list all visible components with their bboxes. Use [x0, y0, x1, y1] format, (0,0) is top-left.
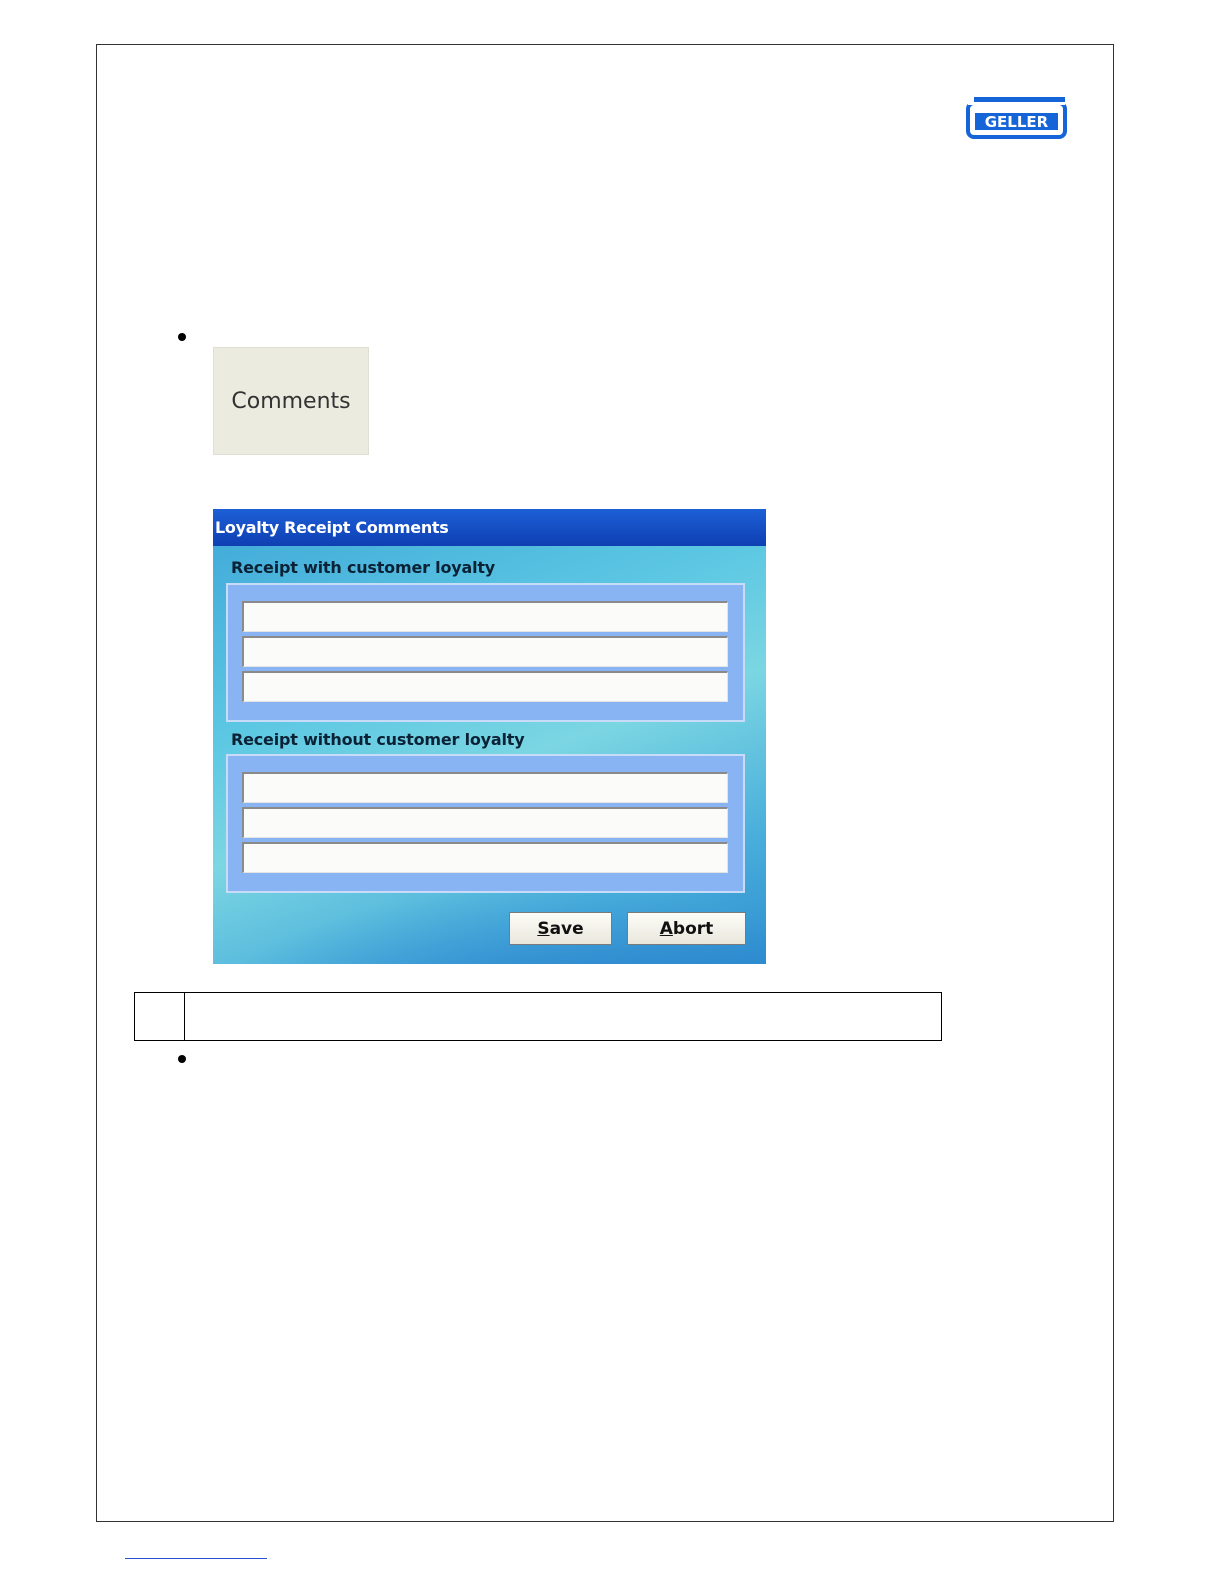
comments-button-label: Comments: [231, 388, 351, 414]
save-accel: S: [537, 918, 550, 939]
logo-text: GELLER: [984, 113, 1049, 131]
group-without-loyalty: [226, 754, 745, 893]
bullet-icon: [178, 1055, 186, 1063]
footnote-separator: [125, 1558, 267, 1559]
without-loyalty-line-1[interactable]: [242, 772, 728, 803]
abort-button[interactable]: [627, 912, 746, 945]
geller-logo: [966, 96, 1067, 140]
with-loyalty-line-1[interactable]: [242, 601, 728, 632]
with-loyalty-line-2[interactable]: [242, 636, 728, 667]
without-loyalty-line-2[interactable]: [242, 807, 728, 838]
with-loyalty-line-3[interactable]: [242, 671, 728, 702]
save-button[interactable]: [509, 912, 612, 945]
note-table: [134, 992, 942, 1041]
group-with-loyalty: [226, 583, 745, 722]
comments-button[interactable]: [213, 347, 369, 455]
loyalty-receipt-comments-dialog: [213, 509, 766, 964]
save-label: ave: [549, 918, 584, 939]
note-table-divider: [184, 993, 185, 1040]
group-without-loyalty-label: Receipt without customer loyalty: [231, 730, 525, 749]
abort-label: bort: [672, 918, 714, 939]
dialog-title: Loyalty Receipt Comments: [213, 509, 766, 546]
abort-accel: A: [659, 918, 673, 939]
bullet-icon: [178, 333, 186, 341]
without-loyalty-line-3[interactable]: [242, 842, 728, 873]
group-with-loyalty-label: Receipt with customer loyalty: [231, 558, 496, 577]
